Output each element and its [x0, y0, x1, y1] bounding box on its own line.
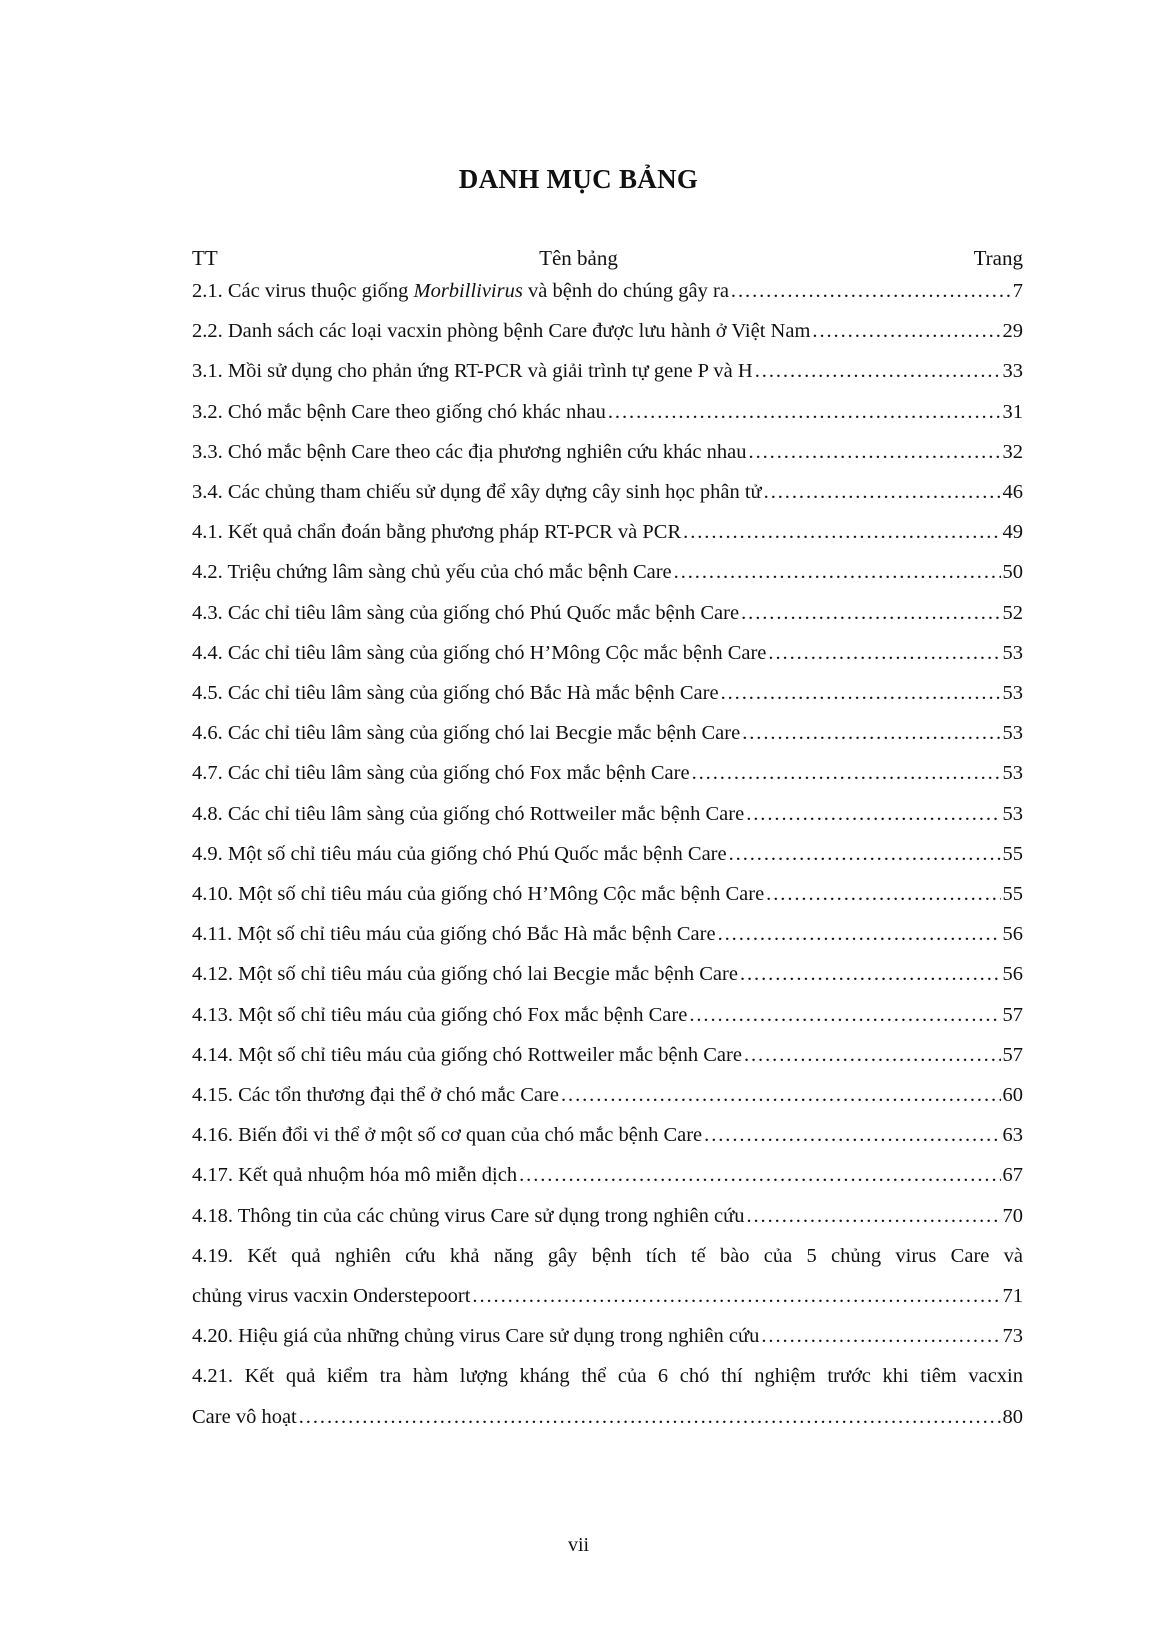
entry-label: 4.14. Một số chỉ tiêu máu của giống chó Rottweiler mắc bệnh Care: [192, 1043, 742, 1066]
dot-leader: [721, 673, 1001, 713]
entry-label: 4.11. Một số chỉ tiêu máu của giống chó Bắc Hà mắc bệnh Care: [192, 923, 716, 946]
list-item: [192, 552, 1023, 592]
entry-label-italic: Morbillivirus: [413, 280, 523, 302]
entry-page: 53: [1002, 641, 1023, 664]
column-header-trang: Trang: [973, 246, 1023, 270]
entry-label: 4.3. Các chỉ tiêu lâm sàng của giống chó Phú Quốc mắc bệnh Care: [192, 601, 740, 624]
dot-leader: [764, 472, 1001, 512]
dot-leader: [741, 593, 1000, 633]
entry-page: 46: [1002, 481, 1023, 504]
entry-label-text: và bệnh do chúng gây ra: [522, 280, 729, 302]
list-item: [192, 1075, 1023, 1115]
entry-page: 50: [1002, 561, 1023, 584]
entry-label: Care vô hoạt: [192, 1405, 297, 1428]
dot-leader: [472, 1276, 1000, 1316]
entry-page: 53: [1002, 682, 1023, 705]
entry-label: 4.8. Các chỉ tiêu lâm sàng của giống chó Rottweiler mắc bệnh Care: [192, 802, 745, 825]
entry-page: 63: [1002, 1124, 1023, 1147]
dot-leader: [746, 794, 1000, 834]
list-item: [192, 472, 1023, 512]
entry-page: 29: [1002, 320, 1023, 343]
list-item: [192, 954, 1023, 994]
entry-page: 55: [1002, 883, 1023, 906]
entry-label: 4.18. Thông tin của các chủng virus Care sử dụng trong nghiên cứu: [192, 1204, 745, 1227]
list-item: [192, 673, 1023, 713]
entry-page: 60: [1002, 1084, 1023, 1107]
entry-label: 3.2. Chó mắc bệnh Care theo giống chó khác nhau: [192, 400, 606, 423]
dot-leader: [749, 432, 1001, 472]
dot-leader: [761, 1316, 1000, 1356]
list-item: [192, 351, 1023, 391]
entry-label: 4.5. Các chỉ tiêu lâm sàng của giống chó Bắc Hà mắc bệnh Care: [192, 682, 719, 705]
dot-leader: [744, 1035, 1001, 1075]
dot-leader: [746, 1196, 1000, 1236]
list-item: [192, 753, 1023, 793]
entry-label: 4.6. Các chỉ tiêu lâm sàng của giống chó lai Becgie mắc bệnh Care: [192, 722, 741, 745]
entry-label: 4.4. Các chỉ tiêu lâm sàng của giống chó H’Mông Cộc mắc bệnh Care: [192, 641, 767, 664]
entry-label: [192, 271, 729, 311]
entry-page: 71: [1002, 1285, 1023, 1308]
entry-label-line1: 4.19. Kết quả nghiên cứu khả năng gây bệnh tích tế bào của 5 chủng virus Care và: [192, 1244, 1023, 1267]
dot-leader: [812, 311, 1000, 351]
entry-page: 52: [1002, 601, 1023, 624]
dot-leader: [731, 271, 1011, 311]
entry-page: 7: [1012, 280, 1023, 302]
entry-label-text: 2.1. Các virus thuộc giống: [192, 280, 414, 302]
entry-label: 4.17. Kết quả nhuộm hóa mô miễn dịch: [192, 1164, 518, 1187]
dot-leader: [692, 753, 1001, 793]
entry-label: 4.1. Kết quả chẩn đoán bằng phương pháp RT-PCR và PCR: [192, 521, 682, 544]
dot-leader: [674, 552, 1001, 592]
dot-leader: [608, 392, 1001, 432]
entry-label-line1: 4.21. Kết quả kiểm tra hàm lượng kháng thể của 6 chó thí nghiệm trước khi tiêm vacxin: [192, 1365, 1023, 1388]
dot-leader: [561, 1075, 1001, 1115]
entry-page: 57: [1002, 1043, 1023, 1066]
entry-label: 4.7. Các chỉ tiêu lâm sàng của giống chó Fox mắc bệnh Care: [192, 762, 690, 785]
entry-page: 80: [1002, 1405, 1023, 1428]
dot-leader: [740, 954, 1001, 994]
entry-page: 57: [1002, 1003, 1023, 1026]
entry-page: 32: [1002, 440, 1023, 463]
dot-leader: [718, 914, 1001, 954]
list-item: [192, 1115, 1023, 1155]
entry-label: 4.20. Hiệu giá của những chủng virus Care sử dụng trong nghiên cứu: [192, 1325, 760, 1348]
page-title: DANH MỤC BẢNG: [458, 164, 699, 194]
entry-label: 3.4. Các chủng tham chiếu sử dụng để xây dựng cây sinh học phân tử: [192, 481, 762, 504]
list-item: [192, 995, 1023, 1035]
entry-label: 2.2. Danh sách các loại vacxin phòng bệnh Care được lưu hành ở Việt Nam: [192, 320, 811, 343]
entry-label: 4.13. Một số chỉ tiêu máu của giống chó Fox mắc bệnh Care: [192, 1003, 688, 1026]
dot-leader: [299, 1397, 1001, 1437]
list-item: [192, 392, 1023, 432]
dot-leader: [768, 633, 1000, 673]
dot-leader: [766, 874, 1000, 914]
entry-label: 3.1. Mồi sử dụng cho phản ứng RT-PCR và giải trình tự gene P và H: [192, 360, 753, 383]
list-item: [192, 1276, 1023, 1316]
list-item: [192, 713, 1023, 753]
table-list: [192, 271, 1023, 1437]
list-item: [192, 1397, 1023, 1437]
entry-page: 56: [1002, 923, 1023, 946]
entry-label: 4.10. Một số chỉ tiêu máu của giống chó H’Mông Cộc mắc bệnh Care: [192, 883, 765, 906]
dot-leader: [689, 995, 1000, 1035]
dot-leader: [683, 512, 1000, 552]
list-item: [192, 914, 1023, 954]
list-item: [192, 1196, 1023, 1236]
list-item: [192, 512, 1023, 552]
list-item: [192, 432, 1023, 472]
dot-leader: [519, 1155, 1000, 1195]
list-item: [192, 794, 1023, 834]
list-item: [192, 633, 1023, 673]
entry-label: chủng virus vacxin Onderstepoort: [192, 1285, 471, 1308]
entry-label: 4.15. Các tổn thương đại thể ở chó mắc Care: [192, 1084, 559, 1107]
dot-leader: [729, 834, 1001, 874]
entry-page: 33: [1002, 360, 1023, 383]
list-item: [192, 593, 1023, 633]
entry-page: 73: [1002, 1325, 1023, 1348]
list-item: [192, 1316, 1023, 1356]
entry-page: 70: [1002, 1204, 1023, 1227]
column-header-tt: TT: [192, 246, 218, 270]
entry-label: 3.3. Chó mắc bệnh Care theo các địa phương nghiên cứu khác nhau: [192, 440, 747, 463]
column-header-ten-bang: Tên bảng: [539, 246, 618, 270]
list-item: [192, 1035, 1023, 1075]
entry-page: 55: [1002, 842, 1023, 865]
list-item: [192, 1155, 1023, 1195]
list-item: [192, 311, 1023, 351]
entry-page: 53: [1002, 762, 1023, 785]
entry-page: 53: [1002, 722, 1023, 745]
list-item: [192, 271, 1023, 311]
dot-leader: [704, 1115, 1000, 1155]
page-number: vii: [567, 1534, 590, 1556]
entry-page: 49: [1002, 521, 1023, 544]
entry-page: 31: [1002, 400, 1023, 423]
entry-page: 53: [1002, 802, 1023, 825]
entry-label: 4.2. Triệu chứng lâm sàng chủ yếu của chó mắc bệnh Care: [192, 561, 672, 584]
dot-leader: [755, 351, 1001, 391]
entry-label: 4.9. Một số chỉ tiêu máu của giống chó Phú Quốc mắc bệnh Care: [192, 842, 727, 865]
dot-leader: [742, 713, 1000, 753]
entry-page: 56: [1002, 963, 1023, 986]
entry-label: 4.12. Một số chỉ tiêu máu của giống chó lai Becgie mắc bệnh Care: [192, 963, 738, 986]
list-item: [192, 834, 1023, 874]
entry-page: 67: [1002, 1164, 1023, 1187]
entry-label: 4.16. Biến đổi vi thể ở một số cơ quan của chó mắc bệnh Care: [192, 1124, 703, 1147]
list-item: [192, 874, 1023, 914]
